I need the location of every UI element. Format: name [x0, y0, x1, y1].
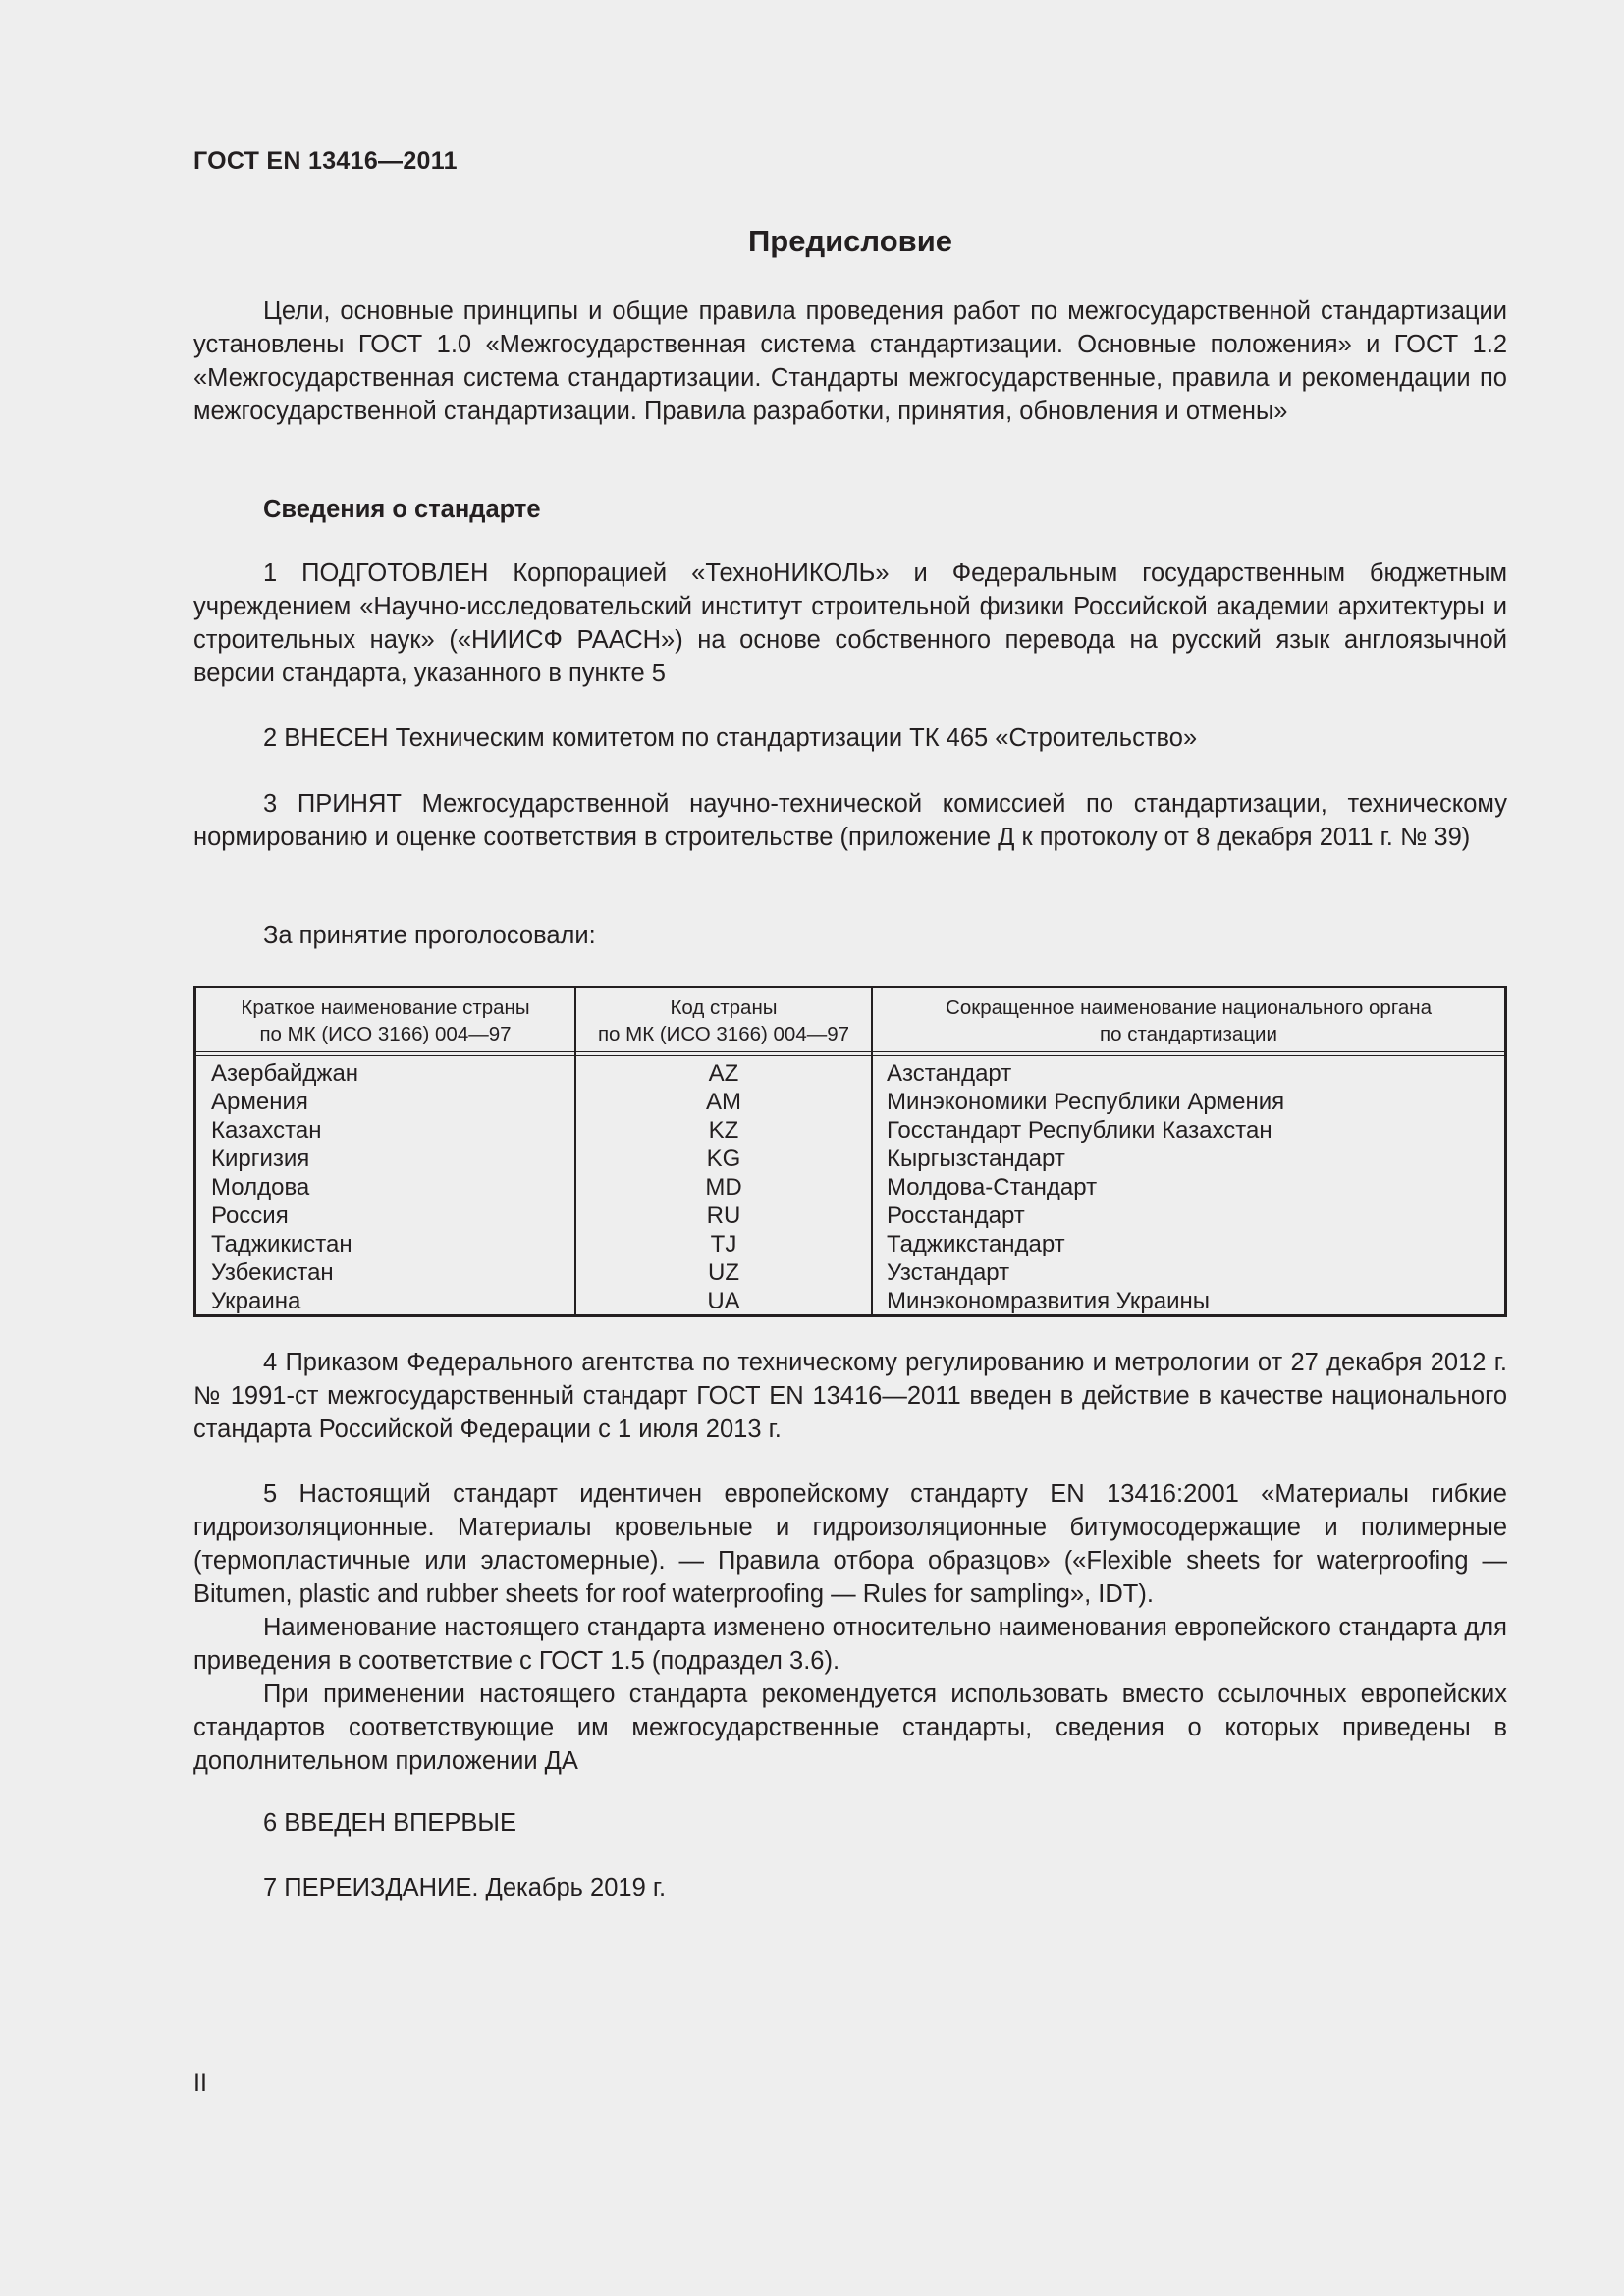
- item-6-paragraph: 6 ВВЕДЕН ВПЕРВЫЕ: [263, 1809, 517, 1837]
- table-header-country: Краткое наименование страны по МК (ИСО 3166) 004—97: [241, 996, 530, 1045]
- table-cell-body: Таджикстандарт: [887, 1231, 1065, 1257]
- page-number: II: [193, 2069, 207, 2097]
- table-cell-body: Росстандарт: [887, 1202, 1025, 1229]
- table-cell-country: Казахстан: [211, 1117, 322, 1144]
- table-cell-country: Армения: [211, 1089, 308, 1115]
- table-header-code: Код страны по МК (ИСО 3166) 004—97: [597, 996, 850, 1045]
- table-cell-code: RU: [706, 1202, 741, 1229]
- table-cell-code: UZ: [708, 1259, 739, 1286]
- table-cell-body: Минэкономразвития Украины: [887, 1288, 1211, 1314]
- item-7-paragraph: 7 ПЕРЕИЗДАНИЕ. Декабрь 2019 г.: [263, 1874, 667, 1901]
- item-5-paragraph-3: При применении настоящего стандарта рекомендуется использовать вместо ссылочных европейских стандартов соответствующие им межгосударственные стандарты, сведения о которых приведены в дополнительном приложении ДА: [193, 1681, 1507, 1775]
- intro-paragraph: Цели, основные принципы и общие правила проведения работ по межгосударственной стандартизации установлены ГОСТ 1.0 «Межгосударственная система стандартизации. Основные положения» и ГОСТ 1.2 «Межгосударственная система стандартизации. Стандарты межгосударственные, правила и рекомендации по межгосударственной стандартизации. Правила разработки, принятия, обновления и отмены»: [193, 297, 1507, 425]
- table-cell-country: Украина: [211, 1288, 301, 1314]
- voting-table: [193, 986, 1507, 1317]
- table-cell-code: KZ: [708, 1117, 739, 1144]
- table-cell-code: MD: [705, 1174, 742, 1201]
- table-cell-country: Азербайджан: [211, 1060, 359, 1087]
- section-heading: Сведения о стандарте: [263, 496, 541, 523]
- header-separator: [196, 1051, 1504, 1056]
- national-body-column: [887, 1059, 1500, 1315]
- item-5-paragraph-2: Наименование настоящего стандарта изменено относительно наименования европейского стандарта для приведения в соответствие с ГОСТ 1.5 (подраздел 3.6).: [193, 1614, 1507, 1675]
- table-cell-body: Молдова-Стандарт: [887, 1174, 1098, 1201]
- table-cell-country: Россия: [211, 1202, 289, 1229]
- table-header-body: Сокращенное наименование национального органа по стандартизации: [946, 996, 1432, 1045]
- table-cell-country: Таджикистан: [211, 1231, 352, 1257]
- table-cell-code: AZ: [708, 1060, 739, 1087]
- table-cell-body: Азстандарт: [887, 1060, 1012, 1087]
- item-1-paragraph: 1 ПОДГОТОВЛЕН Корпорацией «ТехноНИКОЛЬ» и Федеральным государственным бюджетным учреждением «Научно-исследовательский институт строительной физики Российской академии архитектуры и строительных наук» («НИИСФ РААСН») на основе собственного перевода на русский язык англоязычной версии стандарта, указанного в пункте 5: [193, 560, 1507, 687]
- table-cell-body: Кыргызстандарт: [887, 1146, 1065, 1172]
- country-column: [211, 1059, 569, 1315]
- table-cell-country: Киргизия: [211, 1146, 310, 1172]
- item-3-paragraph: 3 ПРИНЯТ Межгосударственной научно-технической комиссией по стандартизации, техническому нормированию и оценке соответствия в строительстве (приложение Д к протоколу от 8 декабря 2011 г. № 39): [193, 790, 1507, 851]
- page-title: Предисловие: [747, 224, 952, 258]
- item-5-paragraph: 5 Настоящий стандарт идентичен европейскому стандарту EN 13416:2001 «Материалы гибкие гидроизоляционные. Материалы кровельные и гидроизоляционные битумосодержащие и полимерные (термопластичные или эластомерные). — Правила отбора образцов» («Flexible sheets for waterproofing — Bitumen, plastic and rubber sheets for roof waterproofing — Rules for sampling», IDT).: [193, 1480, 1507, 1608]
- item-4-paragraph: 4 Приказом Федерального агентства по техническому регулированию и метрологии от 27 декабря 2012 г. № 1991-ст межгосударственный стандарт ГОСТ EN 13416—2011 введен в действие в качестве национального стандарта Российской Федерации с 1 июля 2013 г.: [193, 1349, 1507, 1443]
- table-cell-body: Узстандарт: [887, 1259, 1010, 1286]
- table-cell-code: TJ: [710, 1231, 737, 1257]
- code-column: [576, 1059, 871, 1315]
- table-cell-code: KG: [706, 1146, 741, 1172]
- table-cell-code: UA: [707, 1288, 740, 1314]
- document-header: ГОСТ EN 13416—2011: [193, 147, 458, 175]
- table-cell-body: Госстандарт Республики Казахстан: [887, 1117, 1272, 1144]
- table-cell-code: AM: [706, 1089, 741, 1115]
- table-cell-body: Минэкономики Республики Армения: [887, 1089, 1285, 1115]
- table-cell-country: Узбекистан: [211, 1259, 334, 1286]
- item-2-paragraph: 2 ВНЕСЕН Техническим комитетом по стандартизации ТК 465 «Строительство»: [263, 724, 1198, 752]
- voted-label: За принятие проголосовали:: [263, 922, 596, 949]
- table-cell-country: Молдова: [211, 1174, 310, 1201]
